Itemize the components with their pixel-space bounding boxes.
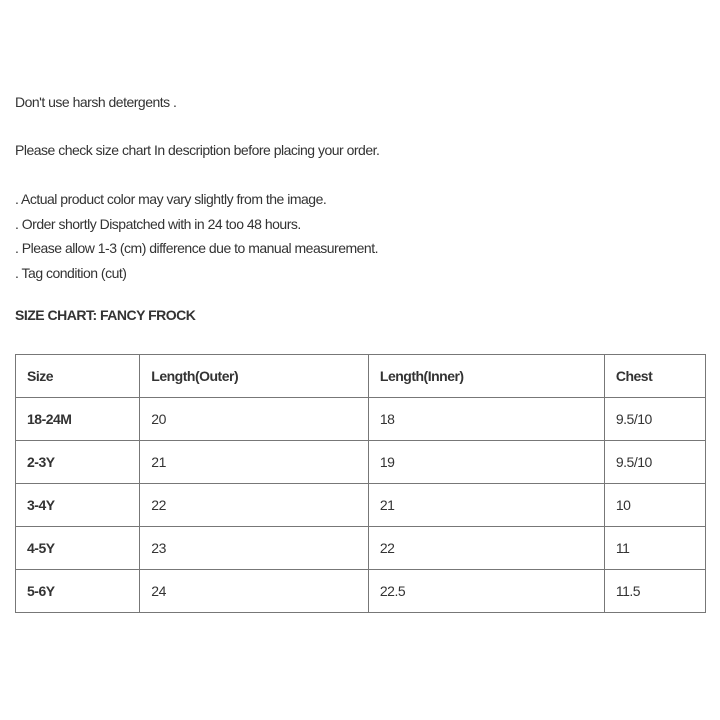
- chest-cell: 9.5/10: [604, 441, 705, 484]
- chest-cell: 10: [604, 484, 705, 527]
- length-inner-cell: 22.5: [368, 570, 604, 613]
- note-item: . Order shortly Dispatched with in 24 too 48 hours.: [15, 215, 301, 232]
- size-chart-notice: Please check size chart In description before placing your order.: [15, 142, 380, 158]
- product-description: [15, 92, 707, 351]
- header-length-inner: Length(Inner): [368, 355, 604, 398]
- table-row: [16, 570, 706, 613]
- length-outer-cell: 22: [140, 484, 369, 527]
- chest-cell: 11: [604, 527, 705, 570]
- size-cell: 4-5Y: [16, 527, 140, 570]
- length-outer-cell: 21: [140, 441, 369, 484]
- chest-cell: 11.5: [604, 570, 705, 613]
- size-cell: 5-6Y: [16, 570, 140, 613]
- size-chart-table: [15, 354, 706, 613]
- length-inner-cell: 19: [368, 441, 604, 484]
- header-size: Size: [16, 355, 140, 398]
- note-item: . Actual product color may vary slightly from the image.: [15, 191, 327, 207]
- table-row: [16, 441, 706, 484]
- length-inner-cell: 21: [368, 484, 604, 527]
- size-cell: 3-4Y: [16, 484, 140, 527]
- chest-cell: 9.5/10: [604, 398, 705, 441]
- table-row: [16, 398, 706, 441]
- size-chart-title: SIZE CHART: FANCY FROCK: [15, 307, 196, 323]
- size-cell: 18-24M: [16, 398, 140, 441]
- size-cell: 2-3Y: [16, 441, 140, 484]
- length-inner-cell: 22: [368, 527, 604, 570]
- table-row: [16, 527, 706, 570]
- table-row: [16, 484, 706, 527]
- length-inner-cell: 18: [368, 398, 604, 441]
- care-instruction: Don't use harsh detergents .: [15, 94, 177, 110]
- header-chest: Chest: [604, 355, 705, 398]
- length-outer-cell: 20: [140, 398, 369, 441]
- length-outer-cell: 23: [140, 527, 369, 570]
- note-item: . Tag condition (cut): [15, 264, 127, 281]
- table-header-row: [16, 355, 706, 398]
- note-item: . Please allow 1-3 (cm) difference due to manual measurement.: [15, 240, 378, 256]
- length-outer-cell: 24: [140, 570, 369, 613]
- notes-list: [15, 187, 707, 285]
- header-length-outer: Length(Outer): [140, 355, 369, 398]
